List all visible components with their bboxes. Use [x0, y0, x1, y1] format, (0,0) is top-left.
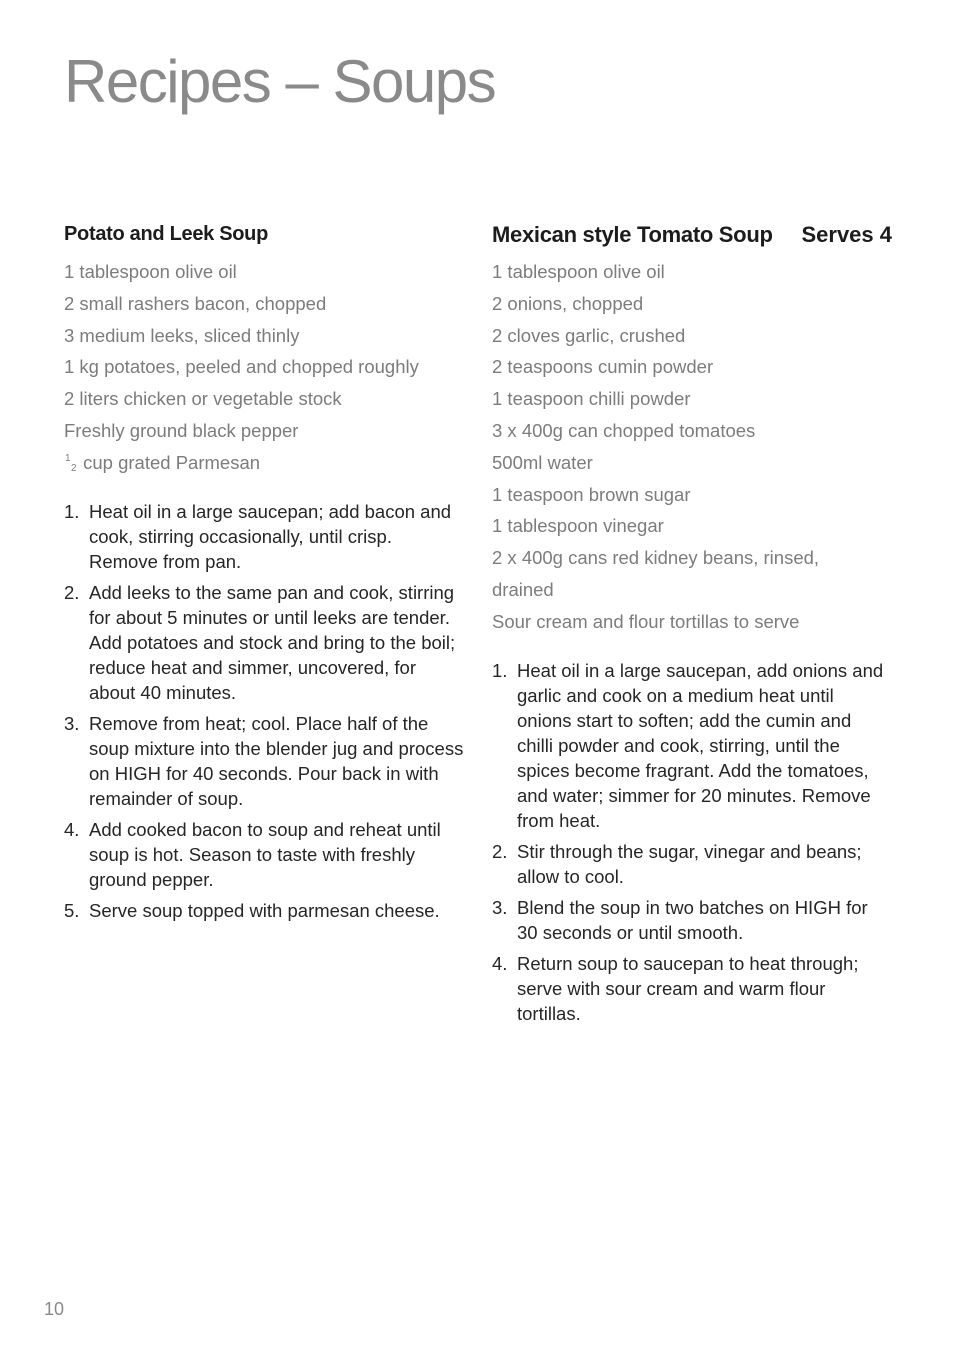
method-step [492, 658, 892, 833]
step-number: 2. [492, 840, 508, 862]
method-step [64, 817, 464, 892]
ingredient-item: 2 liters chicken or vegetable stock [64, 388, 342, 410]
ingredient-item: Freshly ground black pepper [64, 419, 299, 441]
method-step [64, 580, 464, 705]
recipe-mexican-tomato [492, 220, 892, 1032]
ingredient-item: 1 tablespoon vinegar [492, 515, 664, 537]
method-steps [64, 499, 464, 923]
ingredient-list [492, 256, 892, 638]
ingredient-item: drained [492, 578, 554, 600]
method-step [492, 839, 892, 889]
step-number: 1. [64, 500, 80, 522]
page-number: 10 [44, 1299, 65, 1319]
recipe-title: Potato and Leek Soup [64, 223, 269, 245]
step-number: 2. [64, 581, 80, 603]
method-step [64, 898, 464, 923]
fraction [64, 447, 78, 474]
step-number: 3. [492, 896, 508, 918]
step-text: Blend the soup in two batches on HIGH for 30 seconds or until smooth. [517, 896, 868, 943]
step-text: Heat oil in a large saucepan, add onions and garlic and cook on a medium heat until onions start to soften; add the cumin and chilli powder and cook, stirring, until the spices become fragrant. Add the tomatoes, and water; simmer for 20 minutes. Remove from heat. [517, 659, 884, 831]
step-text: Stir through the sugar, vinegar and beans; allow to cool. [517, 840, 862, 887]
step-number: 5. [64, 899, 80, 921]
ingredient-item: 1 tablespoon olive oil [492, 261, 665, 282]
ingredient-item: 1 teaspoon chilli powder [492, 388, 691, 410]
method-steps [492, 658, 892, 1026]
step-text: Add leeks to the same pan and cook, stirring for about 5 minutes or until leeks are tender. Add potatoes and stock and bring to the boil; reduce heat and simmer, uncovered, for about 40 minutes. [89, 581, 456, 703]
fraction-numerator: 1 [65, 452, 71, 464]
fraction-denominator: 2 [71, 462, 77, 474]
step-number: 3. [64, 712, 80, 734]
step-text: Remove from heat; cool. Place half of the soup mixture into the blender jug and process on HIGH for 40 seconds. Pour back in with remainder of soup. [89, 712, 464, 809]
step-text: Serve soup topped with parmesan cheese. [89, 899, 440, 921]
method-step [492, 895, 892, 945]
step-number: 4. [64, 818, 80, 840]
ingredient-item: 3 medium leeks, sliced thinly [64, 324, 300, 346]
fraction-ingredient-text: cup grated Parmesan [83, 451, 261, 473]
step-number: 1. [492, 659, 508, 681]
page-title: Recipes – Soups [64, 48, 496, 115]
ingredient-item: 1 tablespoon olive oil [64, 261, 237, 282]
ingredient-item: 1 teaspoon brown sugar [492, 483, 691, 505]
recipe-potato-leek [64, 220, 464, 929]
step-text: Add cooked bacon to soup and reheat until soup is hot. Season to taste with freshly ground pepper. [89, 818, 441, 890]
ingredient-item-fraction [64, 447, 464, 479]
ingredient-item: 3 x 400g can chopped tomatoes [492, 419, 756, 441]
ingredient-item: 2 teaspoons cumin powder [492, 356, 714, 378]
method-step [64, 711, 464, 811]
method-step [64, 499, 464, 574]
ingredient-item: 2 x 400g cans red kidney beans, rinsed, [492, 547, 820, 569]
recipe-header [64, 220, 464, 250]
step-text: Return soup to saucepan to heat through; serve with sour cream and warm flour tortillas. [517, 952, 859, 1024]
ingredient-item: 500ml water [492, 451, 593, 473]
ingredient-item: 2 onions, chopped [492, 292, 644, 314]
ingredient-item: 1 kg potatoes, peeled and chopped roughly [64, 356, 419, 378]
ingredient-item: Sour cream and flour tortillas to serve [492, 610, 800, 632]
recipe-title: Mexican style Tomato Soup [492, 222, 773, 247]
ingredient-list [64, 256, 464, 479]
ingredient-item: 2 small rashers bacon, chopped [64, 292, 327, 314]
step-text: Heat oil in a large saucepan; add bacon and cook, stirring occasionally, until crisp. Remove from pan. [89, 500, 452, 572]
method-step [492, 951, 892, 1026]
recipe-header [492, 220, 892, 250]
serves-label: Serves 4 [801, 222, 892, 247]
ingredient-item: 2 cloves garlic, crushed [492, 324, 686, 346]
step-number: 4. [492, 952, 508, 974]
